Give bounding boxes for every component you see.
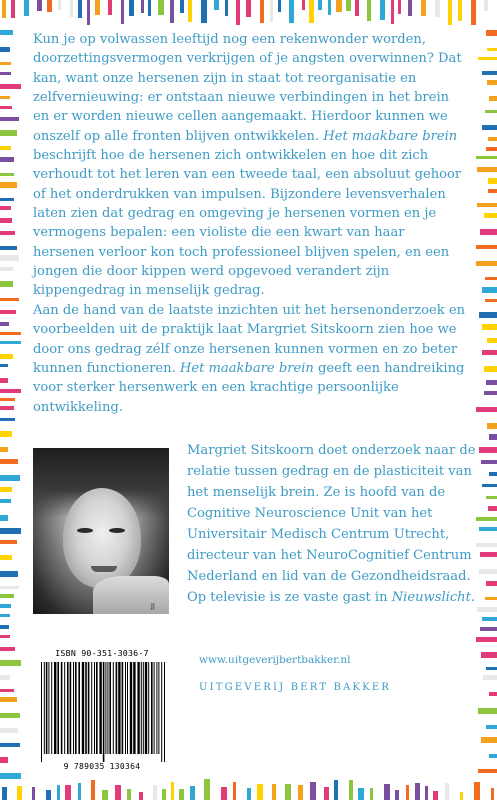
frame-bar <box>78 0 82 18</box>
frame-bar <box>2 0 6 18</box>
frame-bar <box>481 460 497 464</box>
frame-bar <box>204 779 210 800</box>
barcode-stripe <box>70 662 72 754</box>
frame-bar <box>482 71 497 75</box>
frame-bar <box>0 96 10 99</box>
frame-bar <box>180 0 184 13</box>
barcode-stripe <box>125 662 126 754</box>
frame-bar <box>201 0 207 23</box>
frame-bar <box>384 784 390 800</box>
barcode-stripe <box>107 662 108 754</box>
photo-eye <box>109 528 125 533</box>
frame-bar <box>0 157 14 162</box>
barcode-stripe <box>151 662 153 754</box>
frame-bar <box>0 146 11 150</box>
frame-bar <box>0 689 14 692</box>
frame-bar <box>0 757 8 763</box>
frame-bar <box>141 0 144 13</box>
barcode-stripe <box>41 662 42 762</box>
barcode-stripe <box>94 662 95 754</box>
blurb-text: Kun je op volwassen leeftijd nog een rekenwonder worden, doorzettingsvermogen verkrijgen of je angsten overwinnen? Dat kan, want onze hersenen zijn in staat tot reorganisatie en zelfvernieuwing: er ontstaan nieuwe verbindingen in het brein en er worden nieuwe cellen aangemaakt. Hierdoor kunnen we onszelf op alle fronten blijven ontwikkelen. <box>33 32 462 144</box>
tv-show-italic: Nieuwslicht <box>391 590 471 605</box>
frame-bar <box>0 47 10 52</box>
book-title-italic: Het maakbare brein <box>323 128 458 144</box>
frame-bar <box>162 789 166 800</box>
frame-bar <box>285 784 291 800</box>
frame-bar <box>46 790 51 800</box>
frame-bar <box>0 72 11 75</box>
frame-bar <box>479 312 497 318</box>
frame-bar <box>435 0 440 17</box>
frame-bar <box>0 173 14 176</box>
frame-bar <box>153 785 157 800</box>
frame-bar <box>0 206 11 210</box>
book-title-italic: Het maakbare brein <box>179 360 314 376</box>
frame-bar <box>485 277 497 280</box>
frame-bar <box>0 30 13 35</box>
frame-bar <box>0 713 20 718</box>
frame-bar <box>0 117 19 121</box>
barcode-digits: 9 789035 130364 <box>63 762 141 771</box>
barcode-stripe <box>116 662 118 754</box>
frame-bar <box>0 364 8 367</box>
frame-bar <box>476 261 497 266</box>
frame-bar <box>488 506 497 511</box>
frame-bar <box>487 48 497 51</box>
frame-bar <box>0 571 18 577</box>
frame-bar <box>482 350 497 355</box>
blurb-paragraph-1 <box>33 30 465 301</box>
photo-mouth <box>91 566 117 572</box>
frame-bar <box>188 0 192 22</box>
frame-bar <box>0 647 15 651</box>
frame-bar <box>0 604 11 608</box>
barcode-stripe <box>130 662 132 754</box>
frame-bar <box>477 607 497 612</box>
frame-bar <box>11 0 15 18</box>
barcode-stripe <box>51 662 52 754</box>
barcode-stripe <box>73 662 74 754</box>
frame-bar <box>0 555 12 560</box>
frame-bar <box>0 660 21 666</box>
barcode-stripe <box>88 662 90 754</box>
frame-bar <box>0 182 17 188</box>
frame-bar <box>0 515 8 521</box>
frame-bar <box>310 782 316 800</box>
frame-bar <box>0 743 20 747</box>
barcode-stripe <box>67 662 69 754</box>
frame-bar <box>481 737 497 743</box>
frame-bar <box>37 0 42 11</box>
frame-bar <box>260 0 264 23</box>
frame-bar <box>0 231 15 235</box>
frame-bar <box>370 788 373 800</box>
frame-bar <box>0 459 18 464</box>
blurb-paragraph-2 <box>33 301 465 417</box>
frame-bar <box>57 785 60 800</box>
frame-bar <box>474 782 480 800</box>
frame-bar <box>0 586 19 589</box>
frame-bar <box>328 0 331 15</box>
frame-bar <box>480 229 497 235</box>
frame-bar <box>139 792 143 800</box>
frame-bar <box>481 652 497 658</box>
barcode-stripe <box>57 662 59 754</box>
frame-bar <box>486 667 497 670</box>
frame-bar <box>58 0 61 10</box>
frame-bar <box>2 787 7 800</box>
frame-bar <box>0 62 11 65</box>
frame-bar <box>278 0 281 12</box>
frame-bar <box>471 0 476 25</box>
barcode-stripe <box>105 662 106 754</box>
frame-bar <box>482 125 497 130</box>
frame-bar <box>246 0 251 17</box>
frame-bar <box>0 635 10 638</box>
frame-bar <box>346 0 351 11</box>
frame-bar <box>17 786 22 800</box>
barcode-stripe <box>158 662 159 754</box>
frame-bar <box>391 0 394 24</box>
frame-bar <box>398 0 401 14</box>
frame-bar <box>91 780 95 800</box>
frame-bar <box>488 189 497 193</box>
frame-bar <box>0 246 17 250</box>
barcode-stripe <box>64 662 65 754</box>
frame-bar <box>0 728 18 733</box>
photo-credit: JJ <box>150 602 155 610</box>
frame-bar <box>478 708 497 714</box>
frame-bar <box>482 324 497 330</box>
barcode-stripe <box>82 662 84 754</box>
photo-eye <box>77 528 93 533</box>
frame-bar <box>489 434 497 440</box>
barcode-stripe <box>103 662 105 762</box>
frame-bar <box>491 788 494 800</box>
frame-bar <box>236 0 240 25</box>
frame-bar <box>0 528 21 534</box>
barcode-box <box>33 648 171 775</box>
frame-bar <box>478 57 497 60</box>
frame-bar <box>0 218 12 223</box>
frame-bar <box>302 0 305 10</box>
frame-bar <box>257 784 263 800</box>
frame-bar <box>0 499 11 503</box>
frame-bar <box>355 0 359 16</box>
frame-bar <box>487 338 497 343</box>
barcode-stripe <box>96 662 98 754</box>
frame-bar <box>70 0 73 17</box>
frame-bar <box>158 0 164 15</box>
author-bio <box>187 440 477 608</box>
author-photo <box>33 448 169 614</box>
frame-bar <box>484 391 497 395</box>
frame-bar <box>0 354 13 359</box>
frame-bar <box>221 787 227 800</box>
frame-bar <box>0 773 21 779</box>
frame-bar <box>485 597 497 600</box>
frame-bar <box>0 310 16 314</box>
frame-bar <box>476 517 497 521</box>
frame-bar <box>0 406 14 410</box>
blurb-text: geeft een handreiking voor sterker hersenwerk en een krachtige persoonlijke ontwikkeling. <box>33 360 465 415</box>
frame-bar <box>127 789 131 800</box>
frame-bar <box>488 178 497 184</box>
frame-bar <box>0 255 19 261</box>
barcode-stripe <box>85 662 87 754</box>
frame-bar <box>476 245 497 249</box>
frame-bar <box>0 487 12 492</box>
frame-bar <box>179 789 184 800</box>
barcode-stripe <box>99 662 101 754</box>
blurb-text: beschrijft hoe de hersenen zich ontwikkelen en hoe dit zich verhoudt tot het leren van een tweede taal, een absoluut gehoor of het onderdrukken van impulsen. Bijzondere levensverhalen laten zien dat gedrag en omgeving je hersenen vormen en je vermogens bepalen: een violiste die een kwart van haar hersenen verloor kon toch professioneel blijven spelen, en een jongen die door kippen werd opgevoed verandert zijn kippengedrag in menselijk gedrag. <box>33 148 462 299</box>
frame-bar <box>445 783 449 800</box>
frame-bar <box>480 552 497 557</box>
blurb-text: Aan de hand van de laatste inzichten uit het hersenonderzoek en voorbeelden uit de praktijk laat Margriet Sitskoorn zien hoe we door ons gedrag zélf onze hersenen kunnen vormen en zo beter kunnen functioneren. <box>33 302 465 376</box>
barcode <box>39 662 167 762</box>
frame-bar <box>0 418 15 421</box>
frame-bar <box>298 785 303 800</box>
frame-bar <box>487 80 497 85</box>
frame-bar <box>421 0 426 16</box>
barcode-stripe <box>133 662 135 754</box>
frame-bar <box>477 167 497 172</box>
frame-bar <box>65 785 71 800</box>
frame-bar <box>309 0 314 23</box>
frame-bar <box>0 84 21 89</box>
barcode-stripe <box>46 662 48 754</box>
barcode-stripe <box>164 662 165 762</box>
back-cover-blurb <box>33 30 465 417</box>
frame-bar <box>24 0 29 16</box>
frame-bar <box>115 785 121 800</box>
frame-bar <box>458 0 462 21</box>
frame-bar <box>349 780 353 800</box>
barcode-stripe <box>127 662 128 754</box>
photo-hand <box>93 576 169 614</box>
frame-bar <box>0 198 14 201</box>
frame-bar <box>270 0 273 22</box>
frame-bar <box>367 0 371 21</box>
frame-bar <box>395 790 399 800</box>
barcode-stripe <box>145 662 147 754</box>
barcode-stripe <box>109 662 111 754</box>
frame-bar <box>129 0 134 16</box>
frame-bar <box>334 780 338 800</box>
barcode-stripe <box>54 662 56 754</box>
barcode-stripe <box>154 662 155 754</box>
frame-bar <box>486 496 497 499</box>
frame-bar <box>324 787 329 800</box>
frame-bar <box>121 0 124 24</box>
barcode-stripe <box>118 662 120 754</box>
publisher-url: www.uitgeverijbertbakker.nl <box>199 654 351 666</box>
frame-bar <box>476 543 497 547</box>
frame-bar <box>0 697 17 702</box>
frame-bar <box>0 475 20 481</box>
frame-bar <box>479 569 497 574</box>
frame-bar <box>318 0 322 10</box>
frame-bar <box>408 0 412 16</box>
barcode-stripe <box>44 662 45 754</box>
frame-bar <box>477 203 497 207</box>
barcode-stripe <box>156 662 157 754</box>
frame-bar <box>0 594 14 598</box>
frame-bar <box>272 784 276 800</box>
frame-bar <box>233 782 236 800</box>
frame-bar <box>190 786 195 800</box>
bio-text: . <box>470 590 476 605</box>
frame-bar <box>448 0 452 25</box>
frame-bar <box>78 783 81 800</box>
frame-bar <box>476 156 497 159</box>
frame-bar <box>47 0 52 12</box>
barcode-stripe <box>113 662 114 754</box>
frame-bar <box>489 96 497 101</box>
frame-bar <box>433 791 438 800</box>
publisher-name: UITGEVERIJ BERT BAKKER <box>199 682 392 693</box>
frame-bar <box>486 380 497 385</box>
frame-bar <box>489 754 497 758</box>
frame-bar <box>87 0 90 25</box>
frame-bar <box>486 147 497 151</box>
photo-face <box>63 488 141 588</box>
barcode-stripe <box>143 662 144 754</box>
frame-bar <box>486 581 497 586</box>
frame-bar <box>485 110 497 113</box>
frame-bar <box>247 788 251 800</box>
frame-bar <box>487 423 497 429</box>
barcode-stripe <box>61 662 63 754</box>
isbn-label: ISBN 90-351-3036-7 <box>55 648 149 658</box>
frame-bar <box>0 625 9 629</box>
frame-bar <box>0 614 10 617</box>
frame-bar <box>479 527 497 531</box>
barcode-stripe <box>78 662 80 754</box>
frame-bar <box>0 298 19 301</box>
frame-bar <box>406 785 409 800</box>
frame-bar <box>476 407 497 412</box>
frame-bar <box>225 0 228 16</box>
frame-bar <box>485 299 497 302</box>
frame-bar <box>425 786 428 800</box>
frame-bar <box>358 788 364 800</box>
frame-bar <box>0 332 21 335</box>
frame-bar <box>170 0 174 23</box>
frame-bar <box>489 472 497 476</box>
frame-bar <box>0 341 21 344</box>
frame-bar <box>0 378 8 383</box>
frame-bar <box>484 0 488 11</box>
frame-bar <box>489 692 497 696</box>
frame-bar <box>486 30 497 36</box>
bio-text: Margriet Sitskoorn doet onderzoek naar de relatie tussen gedrag en de plasticiteit van het menselijk brein. Ze is hoofd van de Cognitive Neuroscience Unit van het Universitair Medisch Centrum Utrecht, directeur van het NeuroCognitief Centrum Nederland en lid van de Gezondheidsraad. Op televisie is ze vaste gast in <box>187 443 476 605</box>
frame-bar <box>32 787 35 800</box>
frame-bar <box>102 790 108 800</box>
frame-bar <box>289 0 294 23</box>
frame-bar <box>0 398 15 401</box>
barcode-stripe <box>141 662 142 754</box>
frame-bar <box>95 0 100 15</box>
barcode-stripe <box>75 662 77 754</box>
barcode-stripe <box>137 662 139 754</box>
frame-bar <box>0 389 21 393</box>
frame-bar <box>482 617 497 621</box>
frame-bar <box>0 130 17 136</box>
frame-bar <box>214 0 219 10</box>
frame-bar <box>488 137 497 141</box>
barcode-stripe <box>48 662 49 754</box>
barcode-stripe <box>91 662 92 754</box>
frame-bar <box>484 366 497 372</box>
frame-bar <box>479 447 497 453</box>
barcode-stripe <box>161 662 162 762</box>
frame-bar <box>476 637 497 642</box>
frame-bar <box>0 106 12 109</box>
frame-bar <box>484 213 497 218</box>
frame-bar <box>108 0 112 15</box>
barcode-stripe <box>148 662 149 754</box>
frame-bar <box>480 627 497 631</box>
frame-bar <box>482 287 497 293</box>
frame-bar <box>0 267 13 271</box>
frame-bar <box>478 769 497 773</box>
frame-bar <box>483 675 497 680</box>
frame-bar <box>0 675 10 680</box>
barcode-stripe <box>122 662 124 754</box>
frame-bar <box>336 0 342 12</box>
frame-bar <box>0 447 8 452</box>
frame-bar <box>0 322 9 326</box>
frame-bar <box>482 484 497 487</box>
frame-bar <box>460 792 463 800</box>
frame-bar <box>148 0 151 16</box>
frame-bar <box>0 540 17 544</box>
frame-bar <box>171 782 174 800</box>
frame-bar <box>415 783 420 800</box>
frame-bar <box>0 281 13 287</box>
frame-bar <box>0 431 12 437</box>
frame-bar <box>486 725 497 729</box>
frame-bar <box>380 0 385 20</box>
